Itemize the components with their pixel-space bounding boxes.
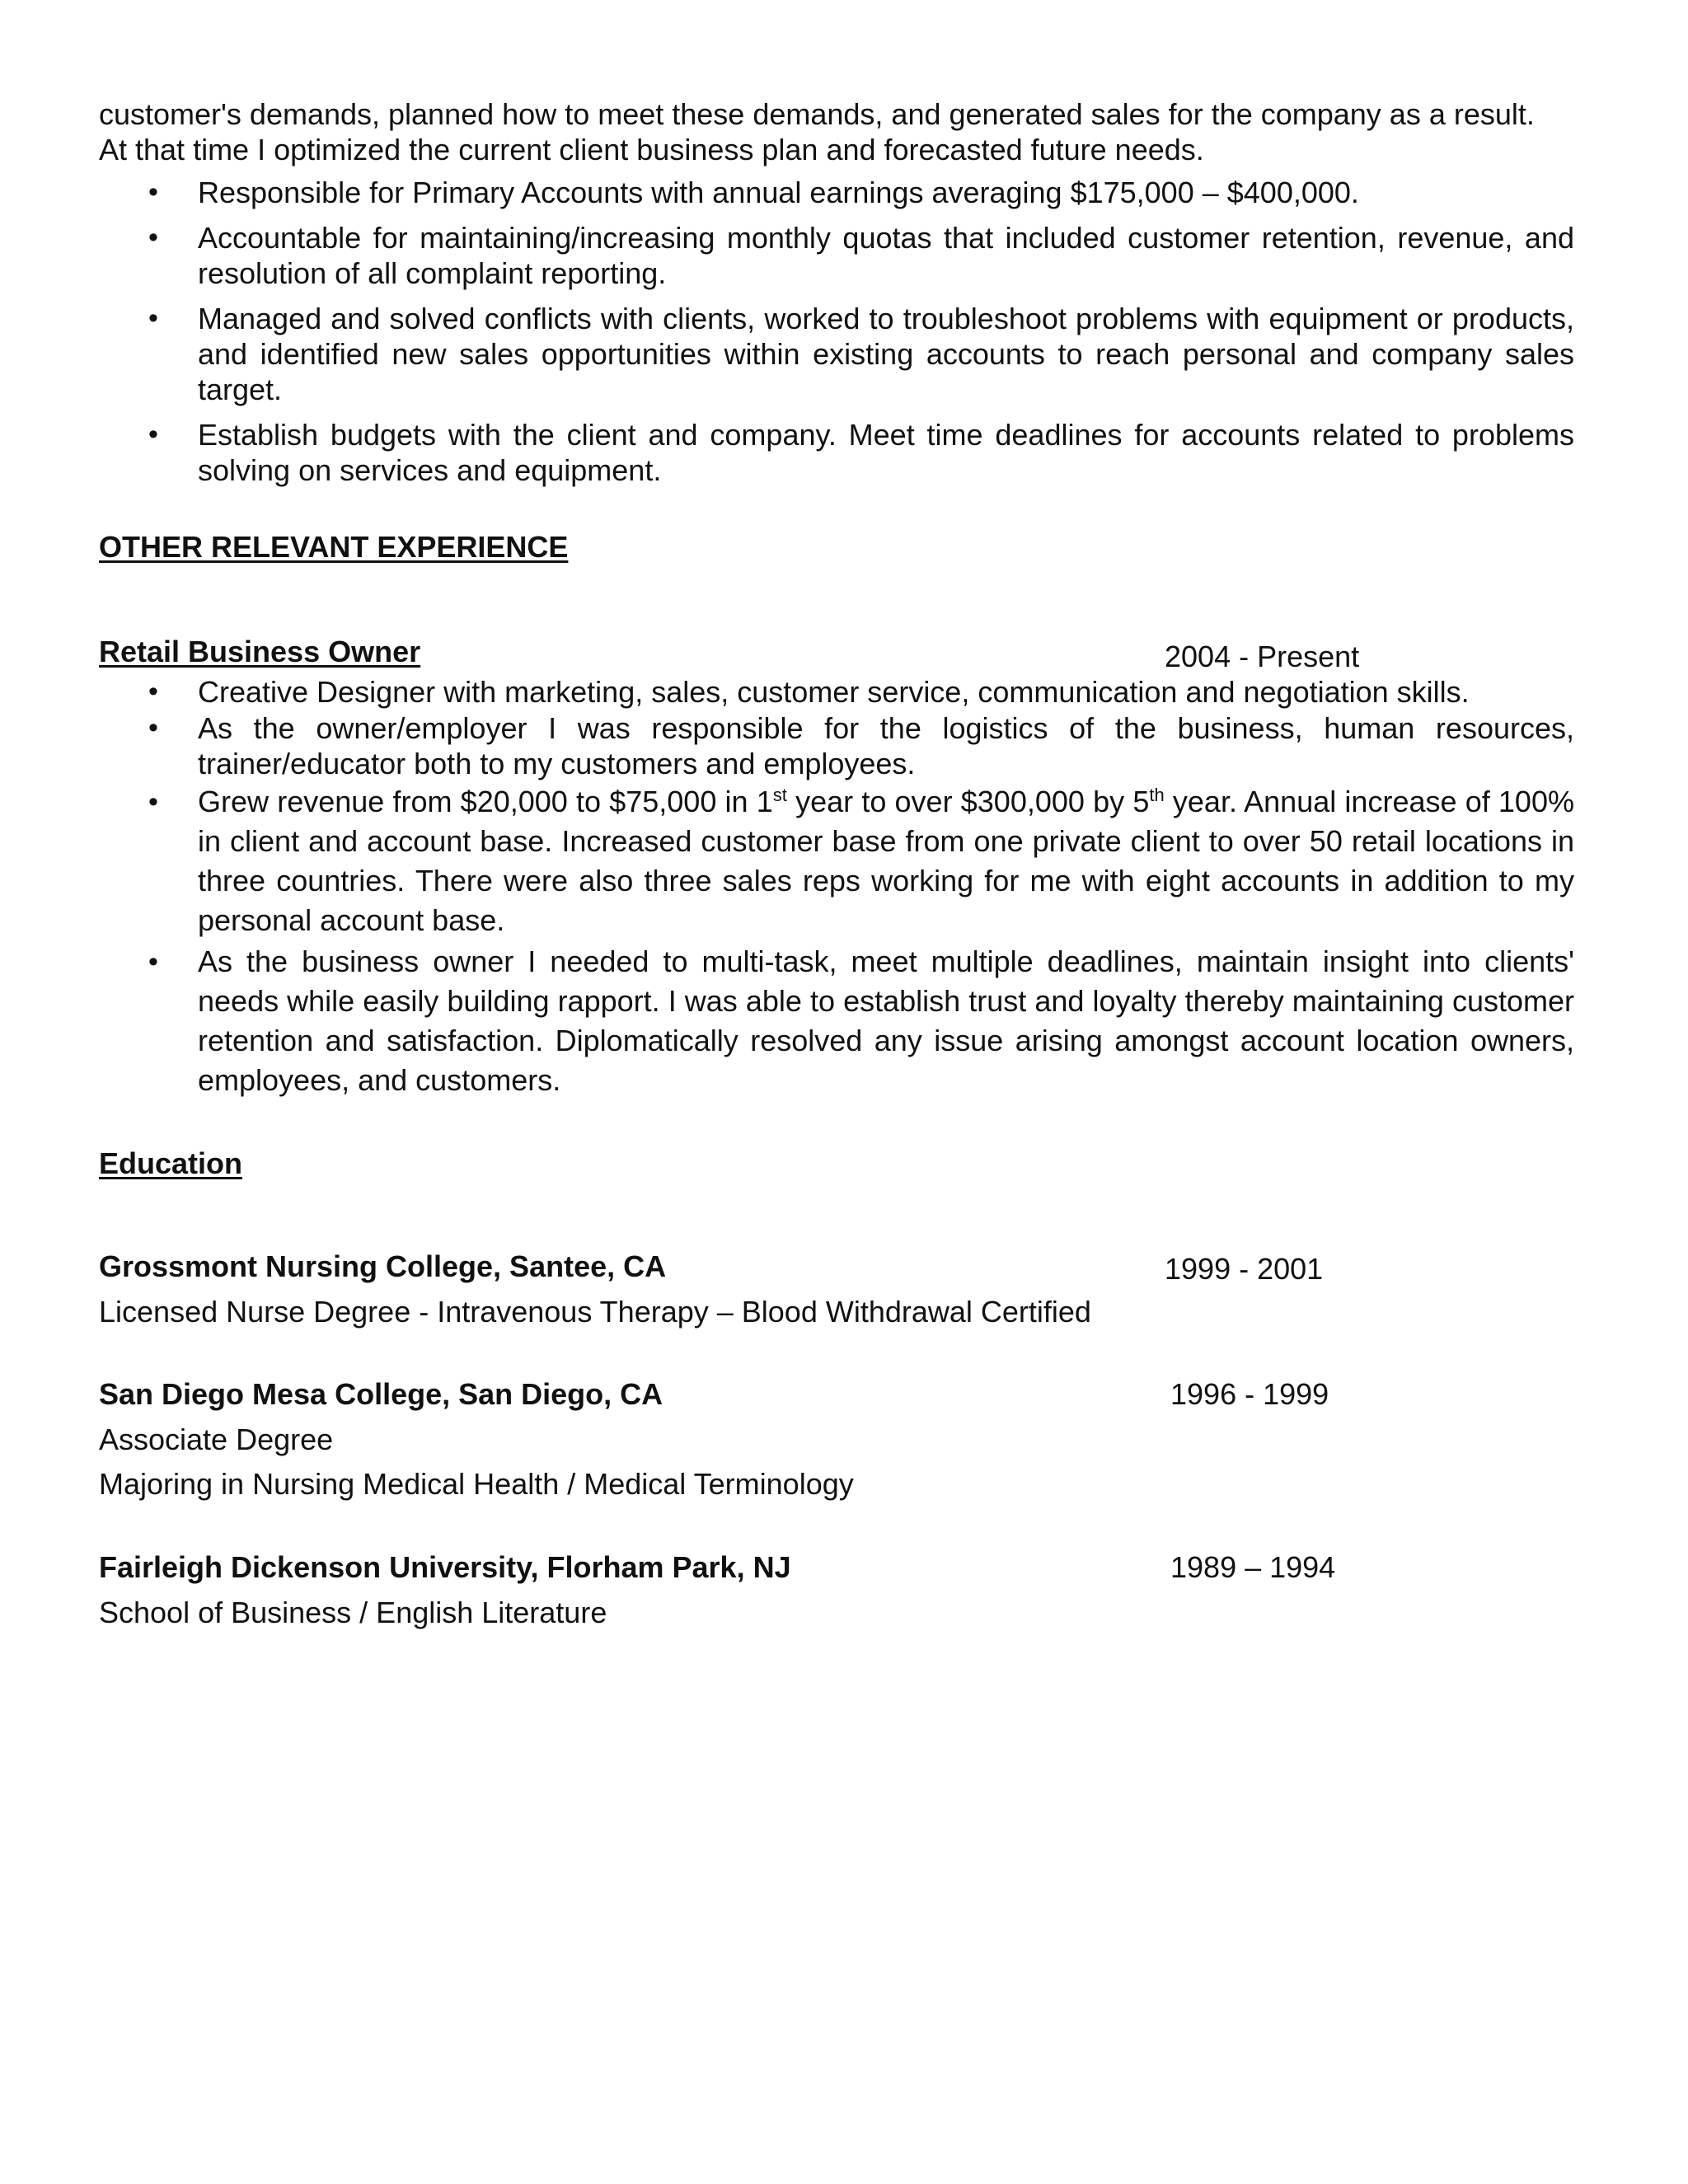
bullet-text-part: Grew revenue from $20,000 to $75,000 in 1 — [198, 785, 773, 818]
school-dates: 1996 - 1999 — [1170, 1377, 1329, 1411]
bullet-text-part: year to over $300,000 by 5 — [786, 785, 1150, 818]
bullet-text — [198, 785, 1574, 937]
bullet-icon: • — [148, 176, 158, 208]
bullet-icon: • — [148, 946, 158, 977]
school-detail: Licensed Nurse Degree - Intravenous Therapy – Blood Withdrawal Certified — [99, 1295, 1091, 1329]
list-item — [99, 782, 1574, 940]
bullet-text: Establish budgets with the client and company. Meet time deadlines for accounts related to problems solving on services and equipment. — [198, 418, 1574, 487]
bullet-icon: • — [148, 676, 158, 707]
bullet-text: Managed and solved conflicts with clients, worked to troubleshoot problems with equipment or products, and identified new sales opportunities within existing accounts to reach personal and company sales target. — [198, 302, 1574, 406]
bullet-icon: • — [148, 419, 158, 450]
bullet-text: Accountable for maintaining/increasing monthly quotas that included customer retention, revenue, and resolution of all complaint reporting. — [198, 221, 1574, 290]
list-item — [99, 175, 1574, 210]
intro-line-1: customer's demands, planned how to meet these demands, and generated sales for the company as a result. — [99, 97, 1535, 131]
ordinal-suffix: th — [1149, 785, 1165, 805]
section-heading-education: Education — [99, 1146, 243, 1180]
bullet-icon: • — [148, 712, 158, 743]
school-detail: Associate Degree — [99, 1422, 334, 1456]
bullet-text-part: year. Annual increase of 100% in client and account base. Increased customer base from one private client to over 50 retail locations in three countries. There were also three sales reps working for me with eight accounts in addition to my personal account base. — [198, 785, 1574, 937]
school-row — [99, 1248, 1574, 1285]
bullet-icon: • — [148, 302, 158, 334]
ordinal-suffix: st — [772, 785, 787, 805]
list-item — [99, 674, 1574, 710]
list-item — [99, 942, 1574, 1100]
school-row — [99, 1549, 1574, 1586]
school-detail: Majoring in Nursing Medical Health / Medical Terminology — [99, 1467, 854, 1501]
list-item — [99, 301, 1574, 407]
school-name: Fairleigh Dickenson University, Florham Park, NJ — [99, 1550, 791, 1584]
list-item — [99, 710, 1574, 781]
school-row — [99, 1376, 1574, 1413]
school-name: Grossmont Nursing College, Santee, CA — [99, 1249, 667, 1283]
school-name: San Diego Mesa College, San Diego, CA — [99, 1377, 663, 1411]
role-bullet-list — [99, 175, 1574, 488]
job-title-row — [99, 633, 1574, 673]
school-detail: School of Business / English Literature — [99, 1596, 607, 1629]
section-heading-experience: OTHER RELEVANT EXPERIENCE — [99, 530, 569, 564]
bullet-text: Responsible for Primary Accounts with annual earnings averaging $175,000 – $400,000. — [198, 176, 1359, 209]
school-dates: 1999 - 2001 — [1165, 1252, 1324, 1286]
list-item — [99, 417, 1574, 488]
job-title: Retail Business Owner — [99, 635, 421, 668]
bullet-text: As the business owner I needed to multi-task, meet multiple deadlines, maintain insight into clients' needs while easily building rapport. I was able to establish trust and loyalty thereby maintaining customer retention and satisfaction. Diplomatically resolved any issue arising amongst account location owners, employees, and customers. — [198, 944, 1574, 1097]
bullet-text: Creative Designer with marketing, sales, customer service, communication and negotiation skills. — [198, 675, 1470, 709]
intro-paragraph — [99, 96, 1574, 167]
bullet-icon: • — [148, 786, 158, 818]
bullet-text: As the owner/employer I was responsible for the logistics of the business, human resources, trainer/educator both to my customers and employees. — [198, 711, 1574, 780]
list-item — [99, 220, 1574, 291]
intro-line-2: At that time I optimized the current client business plan and forecasted future needs. — [99, 133, 1204, 166]
bullet-icon: • — [148, 222, 158, 253]
school-dates: 1989 – 1994 — [1170, 1550, 1336, 1584]
job-dates: 2004 - Present — [1165, 640, 1360, 673]
experience-bullet-list — [99, 674, 1574, 1100]
